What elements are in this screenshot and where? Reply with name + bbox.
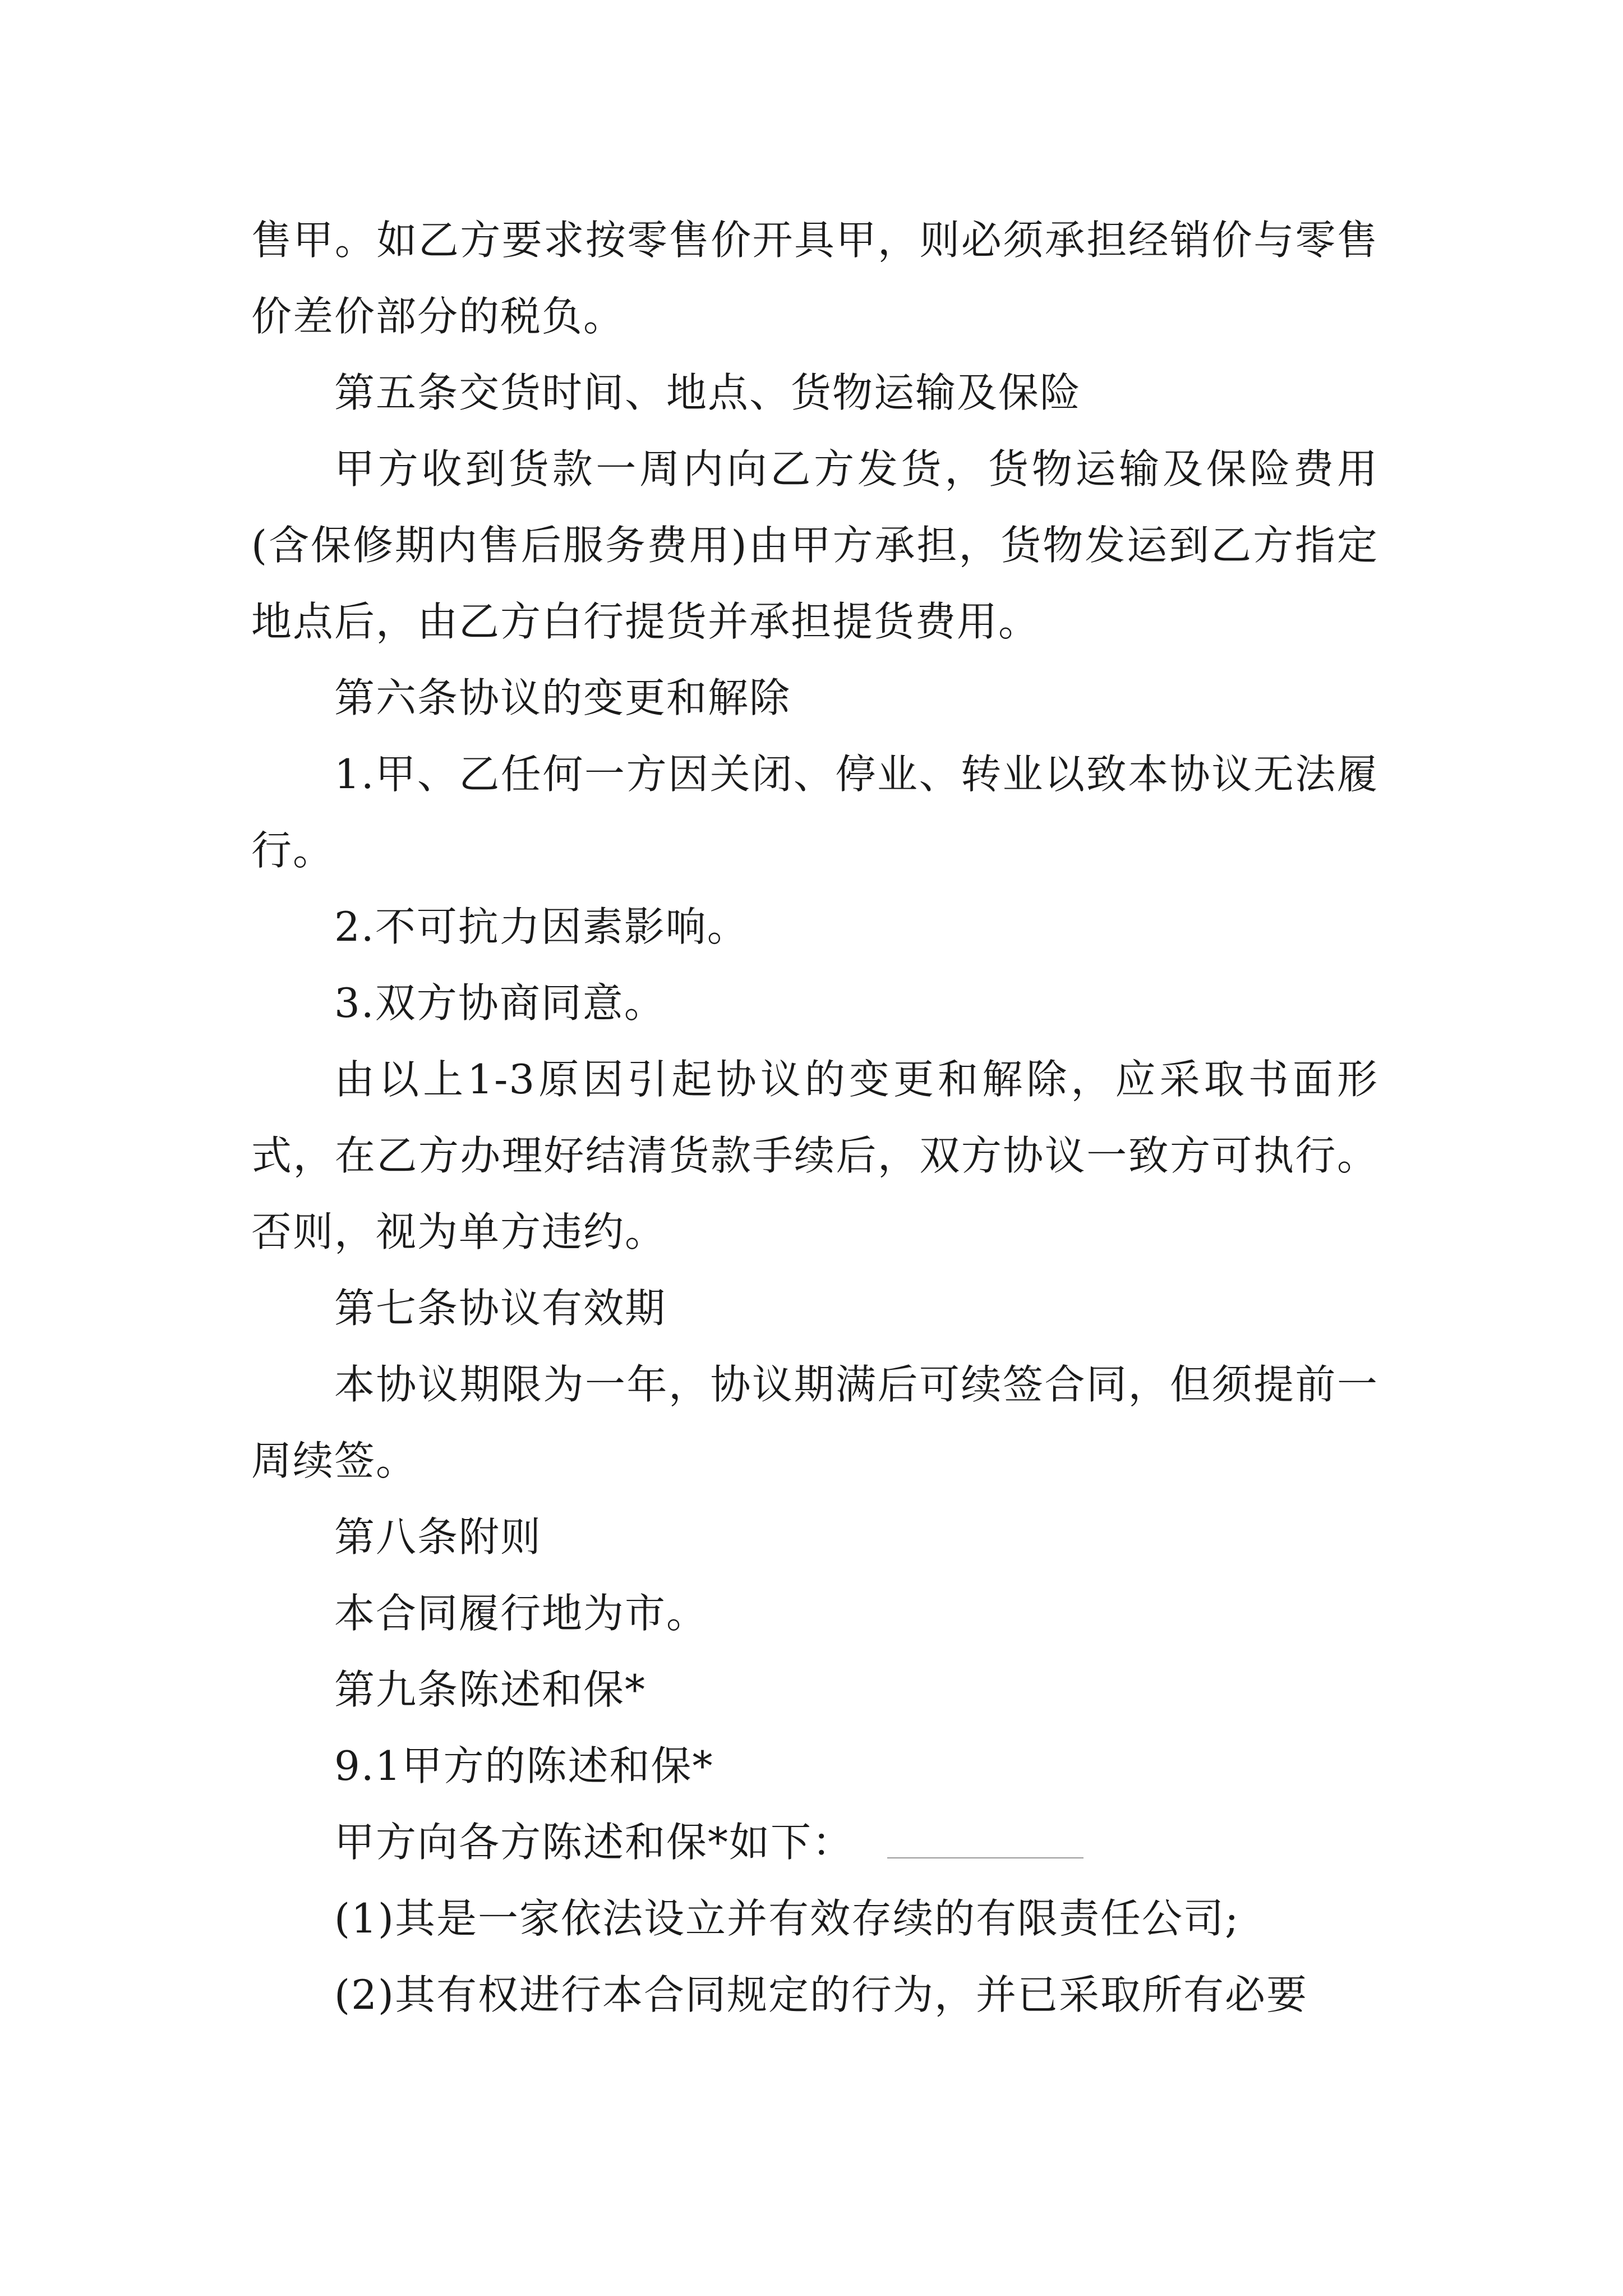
list-item-rep-2: (2)其有权进行本合同规定的行为，并已采取所有必要 xyxy=(334,1971,1308,2018)
paragraph-delivery: 甲方收到货款一周内向乙方发货，货物运输及保险费用(含保修期内售后服务费用)由甲方承担，货物发运到乙方指定地点后，由乙方白行提货并承担提货费用。 xyxy=(251,445,1378,645)
list-item-rep-1: (1)其是一家依法设立并有效存续的有限责任公司; xyxy=(334,1895,1240,1942)
paragraph-representations-intro xyxy=(251,1804,1378,1880)
document-body xyxy=(251,202,1378,2033)
paragraph-tax-continuation: 售甲。如乙方要求按零售价开具甲，则必须承担经销价与零售价差价部分的税负。 xyxy=(251,217,1378,340)
list-item-2: 2.不可抗力因素影响。 xyxy=(334,903,749,950)
paragraph-change-termination: 由以上1-3原因引起协议的变更和解除，应采取书面形式，在乙方办理好结清货款手续后，双方协议一致方可执行。否则，视为单方违约。 xyxy=(251,1056,1378,1255)
list-item-3: 3.双方协商同意。 xyxy=(334,979,666,1027)
representations-intro-text: 甲方向各方陈述和保*如下： xyxy=(334,1819,854,1866)
heading-article-7: 第七条协议有效期 xyxy=(334,1285,667,1332)
heading-article-8: 第八条附则 xyxy=(334,1513,542,1561)
list-item-1: 1.甲、乙任何一方因关闭、停业、转业以致本协议无法履行。 xyxy=(251,751,1378,874)
heading-article-6: 第六条协议的变更和解除 xyxy=(334,674,791,721)
paragraph-place-of-performance: 本合同履行地为市。 xyxy=(334,1590,708,1637)
heading-article-5: 第五条交货时间、地点、货物运输及保险 xyxy=(334,369,1082,416)
heading-section-9-1: 9.1甲方的陈述和保* xyxy=(334,1742,714,1789)
heading-article-9: 第九条陈述和保* xyxy=(334,1666,647,1713)
paragraph-validity: 本协议期限为一年，协议期满后可续签合同，但须提前一周续签。 xyxy=(251,1361,1378,1484)
blank-underline xyxy=(887,1857,1083,1858)
